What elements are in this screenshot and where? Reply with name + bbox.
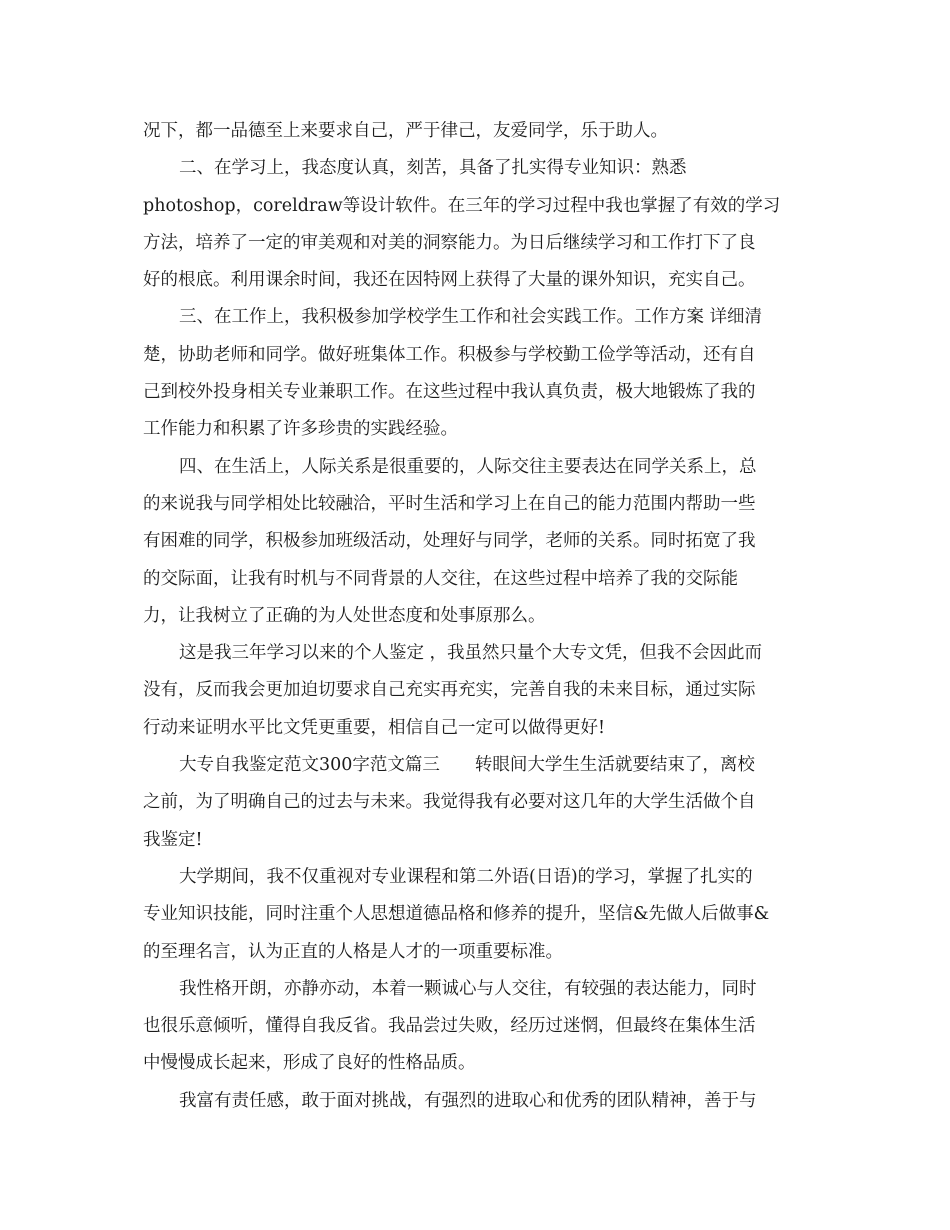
text-line: 也很乐意倾听，懂得自我反省。我品尝过失败，经历过迷惘，但最终在集体生活 — [143, 1016, 756, 1037]
text-line: 四、在生活上，人际关系是很重要的，人际交往主要表达在同学关系上，总 — [179, 456, 757, 477]
text-line: 的至理名言，认为正直的人格是人才的一项重要标准。 — [143, 941, 563, 962]
text-line: 这是我三年学习以来的个人鉴定 ，我虽然只量个大专文凭，但我不会因此而 — [179, 643, 763, 664]
text-line: 力，让我树立了正确的为人处世态度和处事原那么。 — [143, 605, 546, 626]
text-line: 工作能力和积累了许多珍贵的实践经验。 — [143, 419, 458, 440]
text-line: 方法，培养了一定的审美观和对美的洞察能力。为日后继续学习和工作打下了良 — [143, 232, 756, 253]
text-line: 我富有责任感，敢于面对挑战，有强烈的进取心和优秀的团队精神，善于与 — [179, 1090, 757, 1111]
text-line: 己到校外投身相关专业兼职工作。在这些过程中我认真负责，极大地锻炼了我的 — [143, 382, 756, 403]
text-line: 我鉴定! — [143, 829, 203, 850]
text-line: 好的根底。利用课余时间，我还在因特网上获得了大量的课外知识，充实自己。 — [143, 270, 756, 291]
text-line: 的交际面，让我有时机与不同背景的人交往，在这些过程中培养了我的交际能 — [143, 568, 738, 589]
text-line: 之前，为了明确自己的过去与未来。我觉得我有必要对这几年的大学生活做个自 — [143, 792, 756, 813]
text-line: 的来说我与同学相处比较融洽，平时生活和学习上在自己的能力范围内帮助一些 — [143, 493, 756, 514]
text-line: 大专自我鉴定范文300字范文篇三 转眼间大学生生活就要结束了，离校 — [179, 755, 755, 776]
text-line: 中慢慢成长起来，形成了良好的性格品质。 — [143, 1053, 476, 1074]
text-line: 大学期间，我不仅重视对专业课程和第二外语(日语)的学习，掌握了扎实的 — [179, 866, 753, 887]
text-line: 专业知识技能，同时注重个人思想道德品格和修养的提升，坚信&先做人后做事& — [143, 904, 770, 925]
text-line: 我性格开朗，亦静亦动，本着一颗诚心与人交往，有较强的表达能力，同时 — [179, 978, 757, 999]
document-body — [143, 113, 808, 1120]
text-line: 有困难的同学，积极参加班级活动，处理好与同学，老师的关系。同时拓宽了我 — [143, 531, 756, 552]
text-line: 二、在学习上，我态度认真，刻苦，具备了扎实得专业知识：熟悉 — [179, 158, 687, 179]
text-line: 况下，都一品德至上来要求自己，严于律己，友爱同学，乐于助人。 — [143, 121, 668, 141]
text-line: 没有，反而我会更加迫切要求自己充实再充实，完善自我的未来目标，通过实际 — [143, 680, 756, 701]
text-line: 行动来证明水平比文凭更重要，相信自己一定可以做得更好! — [143, 717, 606, 738]
text-line: 楚，协助老师和同学。做好班集体工作。积极参与学校勤工俭学等活动，还有自 — [143, 344, 756, 365]
text-line: photoshop，coreldraw等设计软件。在三年的学习过程中我也掌握了有效的学习 — [143, 195, 781, 216]
text-line: 三、在工作上，我积极参加学校学生工作和社会实践工作。工作方案 详细清 — [179, 307, 763, 328]
